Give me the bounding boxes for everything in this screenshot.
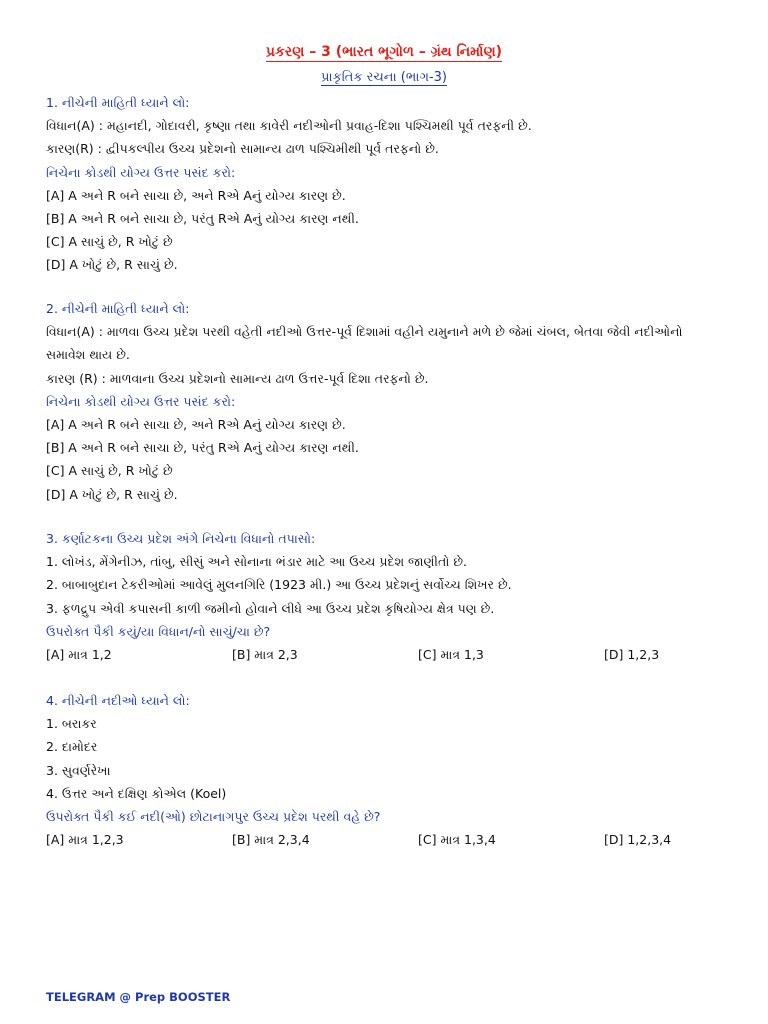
question-1 xyxy=(46,91,726,277)
telegram-footer: TELEGRAM @ Prep BOOSTER xyxy=(46,990,231,1004)
chapter-title-text: પ્રકરણ – 3 (ભારત ભૂગોળ – ગ્રંથ નિર્માણ) xyxy=(265,44,503,60)
question-2-statement-line-1: વિધાન(A) : માળવા ઉચ્ચ પ્રદેશ પરથી વહેતી નદીઓ ઉત્તર-પૂર્વ દિશામાં વહીને યમુનાને મળે છે જેમાં ચંબલ, બેતવા જેવી નદીઓનો xyxy=(46,324,683,340)
question-3 xyxy=(46,527,726,666)
question-3-question: ઉપરોક્ત પૈકી કયું/યા વિધાન/નો સાચું/ચા છે? xyxy=(46,623,271,639)
question-4-item-3: 3. સુવર્ણરેખા xyxy=(46,762,111,778)
chapter-title xyxy=(0,44,768,60)
question-4-option-d: [D] 1,2,3,4 xyxy=(604,832,672,848)
question-2-option-c: [C] A સાચું છે, R ખોટું છે xyxy=(46,463,173,479)
question-1-option-a: [A] A અને R બને સાચા છે, અને Rએ Aનું યોગ્ય કારણ છે. xyxy=(46,187,346,203)
question-3-option-a: [A] માત્ર 1,2 xyxy=(46,647,112,663)
question-2-heading: 2. નીચેની માહિતી ધ્યાને લો: xyxy=(46,301,190,316)
question-2-instruction: નિચેના કોડથી યોગ્ય ઉત્તર પસંદ કરો: xyxy=(46,393,236,409)
question-3-statement-2: 2. બાબાબુદાન ટેકરીઓમાં આવેલું મુલનગિરિ (1923 મી.) આ ઉચ્ચ પ્રદેશનું સર્વોચ્ચ શિખર છે. xyxy=(46,577,512,593)
question-2 xyxy=(46,297,726,506)
question-3-heading: 3. કર્ણાટકના ઉચ્ચ પ્રદેશ અંગે નિચેના વિધાનો તપાસો: xyxy=(46,531,316,546)
question-1-option-d: [D] A ખોટું છે, R સાચું છે. xyxy=(46,257,178,273)
question-4 xyxy=(46,689,726,851)
question-4-option-b: [B] માત્ર 2,3,4 xyxy=(232,832,310,848)
question-2-option-b: [B] A અને R બને સાચા છે, પરંતુ Rએ Aનું યોગ્ય કારણ નથી. xyxy=(46,440,359,456)
question-4-question: ઉપરોક્ત પૈકી કઈ નદી(ઓ) છોટાનાગપુર ઉચ્ચ પ્રદેશ પરથી વહે છે? xyxy=(46,809,381,825)
question-2-option-a: [A] A અને R બને સાચા છે, અને Rએ Aનું યોગ્ય કારણ છે. xyxy=(46,417,346,433)
question-1-statement: વિધાન(A) : મહાનદી, ગોદાવરી, કૃષ્ણા તથા કાવેરી નદીઓની પ્રવાહ-દિશા પશ્ચિમથી પૂર્વ તરફની છે. xyxy=(46,118,532,134)
question-1-instruction: નિચેના કોડથી યોગ્ય ઉત્તર પસંદ કરો: xyxy=(46,164,236,180)
question-3-option-d: [D] 1,2,3 xyxy=(604,647,660,663)
question-3-option-c: [C] માત્ર 1,3 xyxy=(418,647,484,663)
question-3-statement-3: 3. ફળદ્રુપ એવી કપાસની કાળી જમીનો હોવાને લીધે આ ઉચ્ચ પ્રદેશ કૃષિયોગ્ય ક્ષેત્ર પણ છે. xyxy=(46,600,495,616)
question-4-heading: 4. નીચેની નદીઓ ધ્યાને લો: xyxy=(46,693,190,708)
question-1-heading: 1. નીચેની માહિતી ધ્યાને લો: xyxy=(46,95,190,110)
question-3-statement-1: 1. લોખંડ, મેંગેનીઝ, તાંબુ, સીસું અને સોનાના ભંડાર માટે આ ઉચ્ચ પ્રદેશ જાણીતો છે. xyxy=(46,554,468,570)
question-3-option-b: [B] માત્ર 2,3 xyxy=(232,647,298,663)
question-3-options xyxy=(46,643,726,666)
question-2-option-d: [D] A ખોટું છે, R સાચું છે. xyxy=(46,486,178,502)
section-subtitle xyxy=(0,70,768,85)
question-1-option-b: [B] A અને R બને સાચા છે, પરંતુ Rએ Aનું યોગ્ય કારણ નથી. xyxy=(46,211,359,227)
question-1-option-c: [C] A સાચું છે, R ખોટું છે xyxy=(46,234,173,250)
question-1-reason: કારણ(R) : દ્વીપકલ્પીય ઉચ્ચ પ્રદેશનો સામાન્ય ઢાળ પશ્ચિમીથી પૂર્વ તરફનો છે. xyxy=(46,141,439,157)
question-4-item-1: 1. બરાકર xyxy=(46,716,97,732)
question-2-reason: કારણ (R) : માળવાના ઉચ્ચ પ્રદેશનો સામાન્ય ઢાળ ઉત્તર-પૂર્વ દિશા તરફનો છે. xyxy=(46,370,429,386)
question-2-statement-line-2: સમાવેશ થાય છે. xyxy=(46,347,130,363)
section-subtitle-text: પ્રાકૃતિક રચના (ભાગ-3) xyxy=(321,70,447,85)
question-4-item-2: 2. દામોદર xyxy=(46,739,98,755)
question-4-options xyxy=(46,828,726,851)
question-4-option-c: [C] માત્ર 1,3,4 xyxy=(418,832,496,848)
question-4-item-4: 4. ઉત્તર અને દક્ષિણ કોએલ (Koel) xyxy=(46,785,227,801)
question-4-option-a: [A] માત્ર 1,2,3 xyxy=(46,832,124,848)
